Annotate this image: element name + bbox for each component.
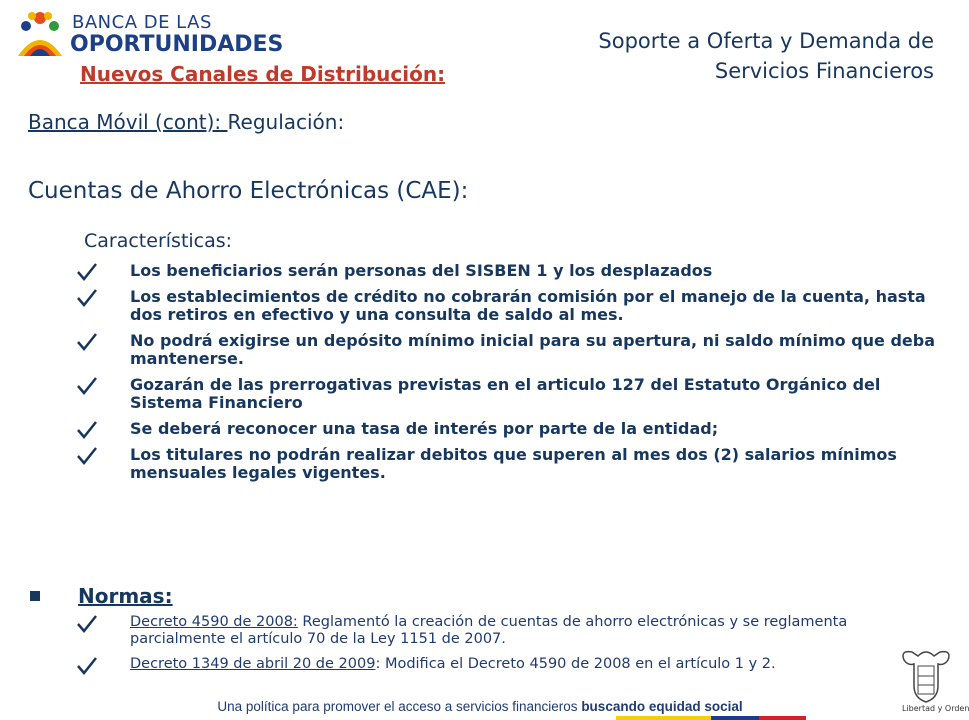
- list-item: [76, 420, 938, 438]
- slide-title: [598, 26, 934, 86]
- item-text: Se deberá reconocer una tasa de interés por parte de la entidad;: [130, 419, 719, 438]
- item-text: Los titulares no podrán realizar debitos que superen al mes dos (2) salarios mínimos mensuales legales vigentes.: [130, 445, 897, 482]
- checkmark-icon: [76, 614, 98, 634]
- checkmark-icon: [76, 446, 98, 466]
- characteristics-list: [76, 262, 938, 490]
- item-text: Gozarán de las prerrogativas previstas en el articulo 127 del Estatuto Orgánico del Sistema Financiero: [130, 375, 881, 412]
- decreto-link[interactable]: Decreto 4590 de 2008:: [130, 614, 298, 630]
- seal-caption: Libertad y Orden: [902, 704, 969, 713]
- square-bullet-icon: [30, 591, 40, 601]
- checkmark-icon: [76, 262, 98, 282]
- checkmark-icon: [76, 656, 98, 676]
- decreto-text: : Modifica el Decreto 4590 de 2008 en el artículo 1 y 2.: [375, 656, 776, 672]
- footer-prefix: Una política para promover el acceso a servicios financieros: [217, 699, 582, 714]
- decreto-text: Reglamentó la creación de cuentas de ahorro electrónicas y se reglamenta parcialmente el artículo 70 de la Ley 1151 de 2007.: [130, 614, 848, 647]
- section-prefix: Banca Móvil (cont):: [28, 110, 228, 134]
- checkmark-icon: [76, 420, 98, 440]
- list-item: [76, 656, 938, 673]
- logo-mark-icon: [18, 12, 62, 56]
- slide-title-line1: Soporte a Oferta y Demanda de: [598, 29, 934, 53]
- logo-line2: OPORTUNIDADES: [70, 32, 284, 57]
- checkmark-icon: [76, 288, 98, 308]
- item-text: Los beneficiarios serán personas del SISBEN 1 y los desplazados: [130, 261, 713, 280]
- cae-heading: Cuentas de Ahorro Electrónicas (CAE):: [28, 178, 469, 204]
- checkmark-icon: [76, 376, 98, 396]
- slide-title-line2: Servicios Financieros: [714, 59, 934, 83]
- list-item: [76, 446, 938, 482]
- slide-subtitle: Nuevos Canales de Distribución:: [80, 62, 446, 86]
- section-suffix: Regulación:: [227, 110, 345, 134]
- normas-heading: [30, 584, 173, 608]
- decreto-link[interactable]: Decreto 1349 de abril 20 de 2009: [130, 656, 376, 672]
- footer-text: [0, 699, 960, 714]
- colombia-flag-stripe-icon: [616, 716, 806, 720]
- item-text: No podrá exigirse un depósito mínimo inicial para su apertura, ni saldo mínimo que deba mantenerse.: [130, 331, 936, 368]
- normas-label: Normas:: [78, 584, 173, 608]
- list-item: [76, 332, 938, 368]
- section-heading: [28, 110, 344, 134]
- item-text: Los establecimientos de crédito no cobrarán comisión por el manejo de la cuenta, hasta dos retiros en efectivo y una consulta de saldo al mes.: [130, 287, 926, 324]
- footer-bold: buscando equidad social: [581, 699, 743, 714]
- normas-list: [76, 614, 938, 681]
- list-item: [76, 614, 938, 648]
- list-item: [76, 288, 938, 324]
- list-item: [76, 376, 938, 412]
- checkmark-icon: [76, 332, 98, 352]
- list-item: [76, 262, 938, 280]
- logo-line1: BANCA DE LAS: [72, 12, 212, 33]
- caracteristicas-label: Características:: [84, 230, 233, 252]
